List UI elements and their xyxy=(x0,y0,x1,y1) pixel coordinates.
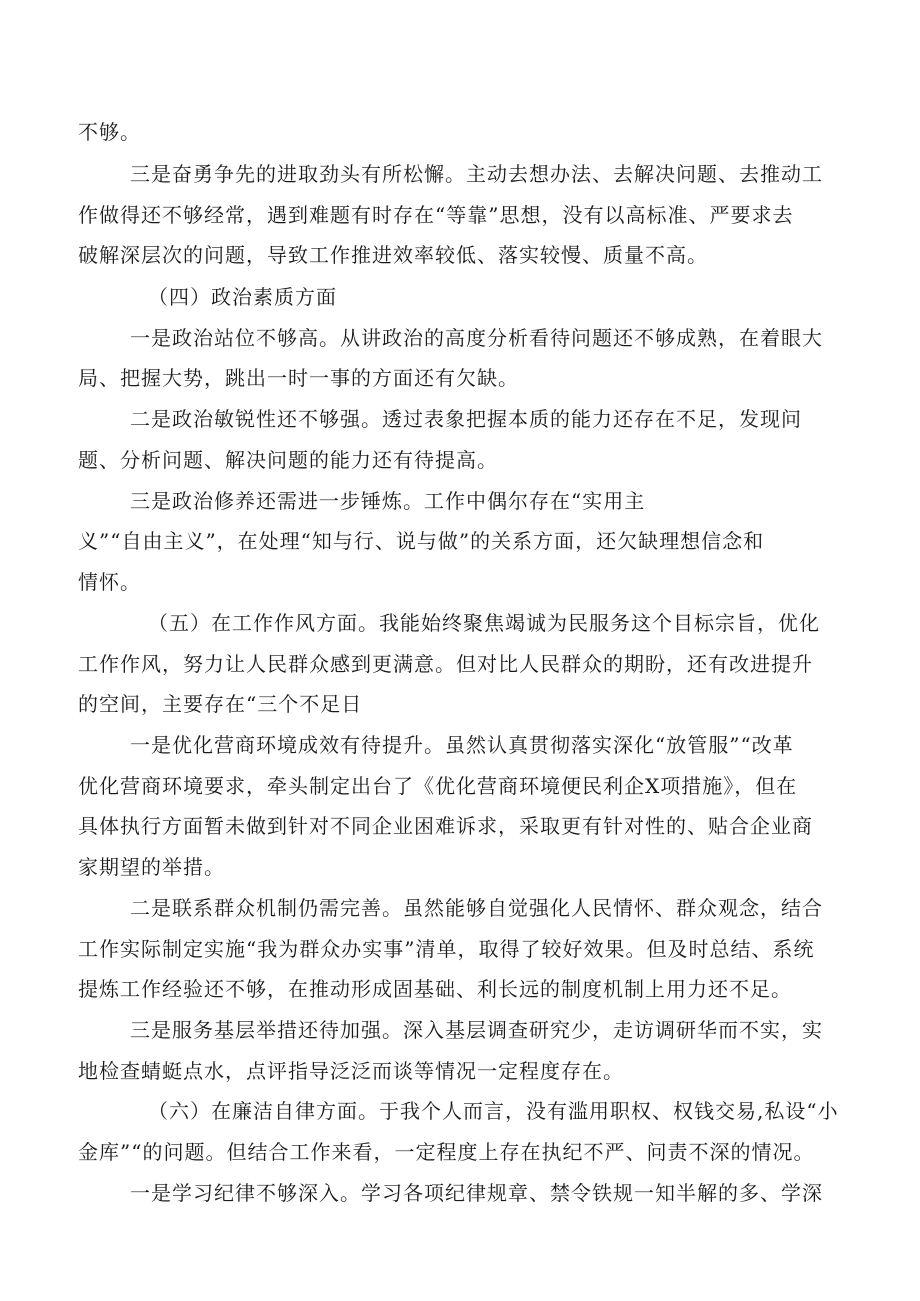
text-line: 义”“自由主义”，在处理“知与行、说与做”的关系方面，还欠缺理想信念和 xyxy=(78,529,765,553)
section-heading: （五）在工作作风方面。我能始终聚焦竭诚为民服务这个目标宗旨，优化 xyxy=(148,611,820,635)
text-line: 破解深层次的问题，导致工作推进效率较低、落实较慢、质量不高。 xyxy=(78,243,708,267)
text-line: 一是学习纪律不够深入。学习各项纪律规章、禁令铁规一知半解的多、学深 xyxy=(130,1181,823,1205)
text-line: 二是政治敏锐性还不够强。透过表象把握本质的能力还存在不足，发现问 xyxy=(130,407,802,431)
text-line: 家期望的举措。 xyxy=(78,855,225,879)
text-line: 二是联系群众机制仍需完善。虽然能够自觉强化人民情怀、群众观念，结合 xyxy=(130,896,823,920)
text-line: 金库”“的问题。但结合工作来看，一定程度上存在执纪不严、问责不深的情况。 xyxy=(78,1140,815,1164)
section-heading: （四）政治素质方面 xyxy=(148,285,337,309)
text-line: 题、分析问题、解决问题的能力还有待提高。 xyxy=(78,448,498,472)
text-line: 局、把握大势，跳出一时一事的方面还有欠缺。 xyxy=(78,366,519,390)
text-line: 不够。 xyxy=(78,120,141,144)
text-line: 地检查蜻蜓点水，点评指导泛泛而谈等情况一定程度存在。 xyxy=(78,1059,624,1083)
text-line: 三是政治修养还需进一步锤炼。工作中偶尔存在“实用主 xyxy=(130,489,646,513)
text-line: 一是政治站位不够高。从讲政治的高度分析看待问题还不够成熟，在着眼大 xyxy=(130,326,823,350)
text-line: 一是优化营商环境成效有待提升。虽然认真贯彻落实深化“放管服”“改革 xyxy=(130,733,794,757)
text-line: 作做得还不够经常，遇到难题有时存在“等靠”思想，没有以高标准、严要求去 xyxy=(78,203,794,227)
text-line: 情怀。 xyxy=(78,570,141,594)
text-line: 三是奋勇争先的进取劲头有所松懈。主动去想办法、去解决问题、去推动工 xyxy=(130,162,823,186)
text-line: 的空间，主要存在“三个不足日 xyxy=(78,692,363,716)
text-line: 工作实际制定实施“我为群众办实事”清单，取得了较好效果。但及时总结、系统 xyxy=(78,937,815,961)
text-line: 工作作风，努力让人民群众感到更满意。但对比人民群众的期盼，还有改进提升 xyxy=(78,652,813,676)
text-line: 三是服务基层举措还待加强。深入基层调查研究少，走访调研华而不实，实 xyxy=(130,1018,823,1042)
section-heading: （六）在廉洁自律方面。于我个人而言，没有滥用职权、权钱交易,私设“小 xyxy=(148,1099,839,1123)
text-line: 提炼工作经验还不够，在推动形成固基础、利长远的制度机制上用力还不足。 xyxy=(78,977,792,1001)
text-line: 优化营商环境要求，牵头制定出台了《优化营商环境便民利企X项措施》，但在 xyxy=(78,774,798,798)
text-line: 具体执行方面暂未做到针对不同企业困难诉求，采取更有针对性的、贴合企业商 xyxy=(78,814,813,838)
